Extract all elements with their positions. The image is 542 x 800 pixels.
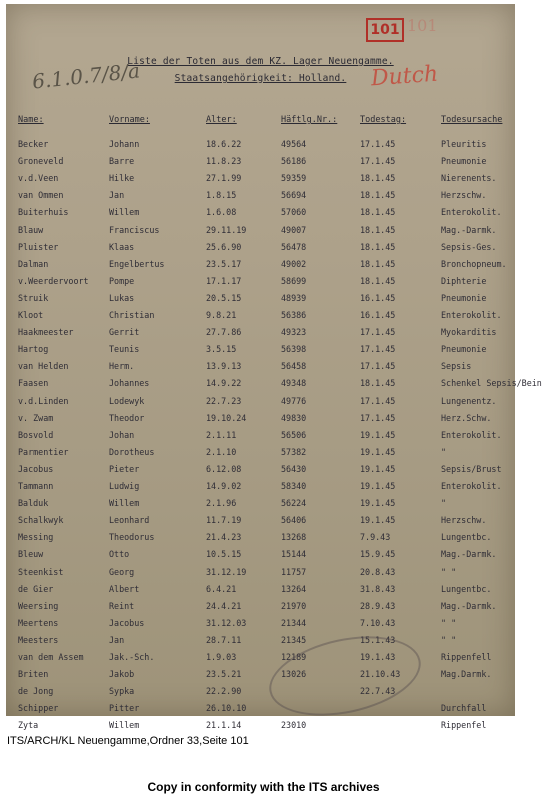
cell-vorname: Otto (109, 549, 130, 560)
cell-todestag: 18.1.45 (360, 224, 396, 235)
cell-name: Messing (18, 532, 54, 543)
table-row (6, 139, 515, 155)
cell-todestag: 17.1.45 (360, 344, 396, 355)
cell-todestag: 19.1.45 (360, 515, 396, 526)
cell-todestag: 19.1.45 (360, 481, 396, 491)
cell-haeftling-nr: 49830 (281, 412, 307, 423)
cell-todesursache: Lungentbc. (441, 583, 492, 594)
table-row (6, 567, 515, 583)
table-row (6, 584, 515, 600)
cell-name: Balduk (18, 498, 49, 509)
cell-todestag: 19.1.45 (360, 446, 396, 457)
cell-haeftling-nr: 57060 (281, 207, 307, 218)
header-name: Name: (18, 115, 44, 125)
cell-vorname: Pompe (109, 275, 135, 286)
cell-haeftling-nr: 56406 (281, 515, 307, 526)
cell-name: v.d.Linden (18, 395, 69, 406)
cell-vorname: Dorotheus (109, 446, 155, 457)
table-row (6, 720, 515, 736)
header-todesursache: Todesursache (441, 115, 503, 125)
cell-name: Briten (18, 669, 49, 680)
cell-alter: 14.9.22 (206, 378, 242, 389)
cell-name: Tammann (18, 481, 54, 491)
cell-alter: 22.2.90 (206, 686, 242, 697)
cell-name: Hartog (18, 344, 49, 355)
cell-alter: 1.8.15 (206, 190, 237, 201)
cell-todesursache: " (441, 498, 447, 509)
cell-alter: 22.7.23 (206, 395, 242, 406)
cell-todesursache: Pneumonie (441, 156, 487, 167)
cell-name: van Ommen (18, 190, 64, 201)
cell-haeftling-nr: 56398 (281, 344, 307, 355)
cell-todestag: 15.9.45 (360, 549, 396, 560)
cell-todesursache: Enterokolit. (441, 429, 502, 440)
table-row (6, 515, 515, 531)
cell-name: v.Weerdervoort (18, 275, 89, 286)
cell-haeftling-nr: 56386 (281, 310, 307, 320)
cell-alter: 29.11.19 (206, 224, 247, 235)
cell-vorname: Theodorus (109, 532, 155, 543)
table-row (6, 276, 515, 292)
cell-todesursache: Mag.-Darmk. (441, 224, 497, 235)
cell-alter: 31.12.03 (206, 617, 247, 628)
cell-alter: 17.1.17 (206, 275, 242, 286)
table-row (6, 430, 515, 446)
cell-name: Dalman (18, 258, 49, 269)
table-row (6, 464, 515, 480)
cell-vorname: Johannes (109, 378, 150, 389)
cell-todestag: 18.1.45 (360, 241, 396, 252)
cell-name: Meesters (18, 634, 59, 645)
cell-alter: 23.5.21 (206, 669, 242, 680)
cell-alter: 6.12.08 (206, 463, 242, 474)
cell-vorname: Lodewyk (109, 395, 145, 406)
cell-todesursache: Bronchopneum. (441, 258, 507, 269)
cell-todesursache: " (441, 446, 447, 457)
table-row (6, 293, 515, 309)
cell-vorname: Willem (109, 498, 140, 509)
cell-haeftling-nr: 57382 (281, 446, 307, 457)
cell-todestag: 31.8.43 (360, 583, 396, 594)
table-header (6, 115, 515, 129)
cell-vorname: Theodor (109, 412, 145, 423)
cell-todesursache: " " (441, 617, 457, 628)
cell-todesursache: Schenkel Sepsis/Bein (441, 378, 542, 389)
cell-todesursache: " " (441, 566, 457, 577)
cell-vorname: Lukas (109, 292, 135, 303)
document-subtitle: Staatsangehörigkeit: Holland. (174, 73, 347, 84)
cell-name: Bleuw (18, 549, 44, 560)
table-row (6, 549, 515, 565)
header-haeftling-nr: Häftlg.Nr.: (281, 115, 338, 125)
table-row (6, 669, 515, 685)
cell-alter: 2.1.11 (206, 429, 237, 440)
cell-alter: 11.8.23 (206, 156, 242, 167)
handwritten-annotation-right: Dutch (370, 61, 439, 92)
table-row (6, 173, 515, 189)
table-row (6, 447, 515, 463)
cell-vorname: Ludwig (109, 481, 140, 491)
cell-haeftling-nr: 21344 (281, 617, 307, 628)
cell-name: Pluister (18, 241, 59, 252)
cell-todestag: 19.1.45 (360, 463, 396, 474)
cell-todesursache: Herz.Schw. (441, 412, 492, 423)
cell-haeftling-nr: 49002 (281, 258, 307, 269)
cell-todesursache: Enterokolit. (441, 481, 502, 491)
cell-alter: 2.1.10 (206, 446, 237, 457)
cell-haeftling-nr: 11757 (281, 566, 307, 577)
header-alter: Alter: (206, 115, 237, 125)
cell-vorname: Herm. (109, 361, 135, 372)
cell-todestag: 17.1.45 (360, 139, 396, 149)
cell-alter: 28.7.11 (206, 634, 242, 645)
cell-alter: 6.4.21 (206, 583, 237, 594)
cell-vorname: Jan (109, 634, 125, 645)
cell-haeftling-nr: 56458 (281, 361, 307, 372)
cell-todestag: 17.1.45 (360, 412, 396, 423)
cell-alter: 10.5.15 (206, 549, 242, 560)
table-row (6, 156, 515, 172)
cell-haeftling-nr: 13026 (281, 669, 307, 680)
cell-vorname: Engelbertus (109, 258, 165, 269)
cell-todesursache: Enterokolit. (441, 310, 502, 320)
cell-name: Faasen (18, 378, 49, 389)
cell-todestag: 19.1.43 (360, 652, 396, 662)
cell-vorname: Jan (109, 190, 125, 201)
cell-alter: 24.4.21 (206, 600, 242, 611)
cell-haeftling-nr: 48939 (281, 292, 307, 303)
cell-haeftling-nr: 56506 (281, 429, 307, 440)
cell-alter: 18.6.22 (206, 139, 242, 149)
cell-haeftling-nr: 23010 (281, 720, 307, 731)
cell-name: v. Zwam (18, 412, 54, 423)
cell-todesursache: Pneumonie (441, 292, 487, 303)
cell-vorname: Teunis (109, 344, 140, 355)
table-row (6, 361, 515, 377)
cell-todestag: 16.1.45 (360, 292, 396, 303)
cell-name: Struik (18, 292, 49, 303)
cell-todestag: 20.8.43 (360, 566, 396, 577)
cell-name: Steenkist (18, 566, 64, 577)
cell-todestag: 7.10.43 (360, 617, 396, 628)
cell-todesursache: Herzschw. (441, 515, 487, 526)
cell-vorname: Pitter (109, 703, 140, 714)
cell-haeftling-nr: 56430 (281, 463, 307, 474)
cell-todesursache: Sepsis-Ges. (441, 241, 497, 252)
cell-alter: 23.5.17 (206, 258, 242, 269)
cell-alter: 3.5.15 (206, 344, 237, 355)
cell-todesursache: Rippenfel (441, 720, 487, 731)
table-row (6, 225, 515, 241)
cell-alter: 20.5.15 (206, 292, 242, 303)
cell-todesursache: Sepsis/Brust (441, 463, 502, 474)
handwritten-annotation-left: 6.1.0.7/8/a (31, 58, 142, 94)
cell-vorname: Willem (109, 207, 140, 218)
table-row (6, 396, 515, 412)
cell-todesursache: Myokarditis (441, 327, 497, 338)
cell-alter: 31.12.19 (206, 566, 247, 577)
cell-name: Buiterhuis (18, 207, 69, 218)
cell-alter: 1.6.08 (206, 207, 237, 218)
cell-todesursache: Rippenfell (441, 652, 492, 662)
cell-vorname: Pieter (109, 463, 140, 474)
document-title: Liste der Toten aus dem KZ. Lager Neuengamme. (127, 56, 394, 67)
cell-alter: 27.7.86 (206, 327, 242, 338)
cell-todestag: 17.1.45 (360, 395, 396, 406)
cell-haeftling-nr: 56186 (281, 156, 307, 167)
cell-alter: 13.9.13 (206, 361, 242, 372)
cell-alter: 19.10.24 (206, 412, 247, 423)
cell-todestag: 17.1.45 (360, 361, 396, 372)
table-row (6, 190, 515, 206)
cell-haeftling-nr: 13268 (281, 532, 307, 543)
cell-todestag: 18.1.45 (360, 275, 396, 286)
cell-vorname: Barre (109, 156, 135, 167)
cell-name: Haakmeester (18, 327, 74, 338)
cell-todesursache: Mag.-Darmk. (441, 549, 497, 560)
cell-haeftling-nr: 56694 (281, 190, 307, 201)
cell-todestag: 19.1.45 (360, 429, 396, 440)
cell-todestag: 18.1.45 (360, 207, 396, 218)
cell-haeftling-nr: 49348 (281, 378, 307, 389)
table-row (6, 344, 515, 360)
table-row (6, 259, 515, 275)
cell-haeftling-nr: 56478 (281, 241, 307, 252)
cell-haeftling-nr: 56224 (281, 498, 307, 509)
cell-haeftling-nr: 58340 (281, 481, 307, 491)
table-row (6, 413, 515, 429)
table-row (6, 686, 515, 702)
cell-todestag: 21.10.43 (360, 669, 401, 680)
header-vorname: Vorname: (109, 115, 150, 125)
table-row (6, 242, 515, 258)
cell-vorname: Jacobus (109, 617, 145, 628)
cell-todesursache: Sepsis (441, 361, 472, 372)
table-row (6, 532, 515, 548)
cell-name: v.d.Veen (18, 173, 59, 184)
cell-name: van dem Assem (18, 652, 84, 662)
cell-name: Kloot (18, 310, 44, 320)
cell-haeftling-nr: 21970 (281, 600, 307, 611)
archive-stamp: 101 (366, 18, 404, 42)
table-row (6, 498, 515, 514)
cell-name: van Helden (18, 361, 69, 372)
cell-vorname: Willem (109, 720, 140, 731)
cell-todestag: 17.1.45 (360, 327, 396, 338)
cell-name: Becker (18, 139, 49, 149)
cell-haeftling-nr: 59359 (281, 173, 307, 184)
cell-todesursache: Pleuritis (441, 139, 487, 149)
cell-haeftling-nr: 13264 (281, 583, 307, 594)
cell-todesursache: Durchfall (441, 703, 487, 714)
cell-todesursache: Nierenents. (441, 173, 497, 184)
cell-vorname: Franciscus (109, 224, 160, 235)
cell-alter: 14.9.02 (206, 481, 242, 491)
cell-haeftling-nr: 49776 (281, 395, 307, 406)
cell-alter: 9.8.21 (206, 310, 237, 320)
table-row (6, 481, 515, 497)
cell-name: Blauw (18, 224, 44, 235)
stamp-number: 101 (407, 16, 438, 35)
cell-todestag: 22.7.43 (360, 686, 396, 697)
cell-todestag: 15.1.43 (360, 634, 396, 645)
cell-vorname: Christian (109, 310, 155, 320)
table-row (6, 703, 515, 719)
cell-vorname: Johann (109, 139, 140, 149)
cell-todestag: 16.1.45 (360, 310, 396, 320)
cell-todesursache: Diphterie (441, 275, 487, 286)
cell-name: Parmentier (18, 446, 69, 457)
cell-alter: 26.10.10 (206, 703, 247, 714)
cell-haeftling-nr: 49323 (281, 327, 307, 338)
table-row (6, 652, 515, 668)
cell-name: Meertens (18, 617, 59, 628)
cell-haeftling-nr: 15144 (281, 549, 307, 560)
table-row (6, 378, 542, 394)
cell-todesursache: Enterokolit. (441, 207, 502, 218)
cell-todestag: 28.9.43 (360, 600, 396, 611)
archive-reference: ITS/ARCH/KL Neuengamme,Ordner 33,Seite 101 (7, 735, 249, 747)
cell-name: Jacobus (18, 463, 54, 474)
cell-name: Schalkwyk (18, 515, 64, 526)
table-row (6, 310, 515, 326)
cell-haeftling-nr: 21345 (281, 634, 307, 645)
cell-todestag: 18.1.45 (360, 378, 396, 389)
cell-name: de Jong (18, 686, 54, 697)
cell-todesursache: Herzschw. (441, 190, 487, 201)
cell-alter: 25.6.90 (206, 241, 242, 252)
cell-vorname: Jak.-Sch. (109, 652, 155, 662)
table-row (6, 207, 515, 223)
table-row (6, 327, 515, 343)
cell-todesursache: " " (441, 634, 457, 645)
cell-todesursache: Lungenentz. (441, 395, 497, 406)
cell-haeftling-nr: 58699 (281, 275, 307, 286)
cell-name: Weersing (18, 600, 59, 611)
cell-alter: 21.4.23 (206, 532, 242, 543)
cell-vorname: Reint (109, 600, 135, 611)
cell-todesursache: Mag.-Darmk. (441, 600, 497, 611)
cell-alter: 27.1.99 (206, 173, 242, 184)
cell-todesursache: Mag.Darmk. (441, 669, 492, 680)
cell-vorname: Jakob (109, 669, 135, 680)
conformity-note: Copy in conformity with the ITS archives (147, 780, 380, 794)
cell-alter: 11.7.19 (206, 515, 242, 526)
cell-vorname: Johan (109, 429, 135, 440)
cell-todesursache: Lungentbc. (441, 532, 492, 543)
header-todestag: Todestag: (360, 115, 407, 125)
cell-name: Groneveld (18, 156, 64, 167)
cell-alter: 2.1.96 (206, 498, 237, 509)
cell-alter: 1.9.03 (206, 652, 237, 662)
cell-vorname: Gerrit (109, 327, 140, 338)
cell-vorname: Hilke (109, 173, 135, 184)
cell-name: Bosvold (18, 429, 54, 440)
cell-name: de Gier (18, 583, 54, 594)
cell-haeftling-nr: 49564 (281, 139, 307, 149)
cell-todestag: 18.1.45 (360, 190, 396, 201)
table-row (6, 601, 515, 617)
table-row (6, 635, 515, 651)
table-row (6, 618, 515, 634)
cell-name: Schipper (18, 703, 59, 714)
cell-haeftling-nr: 49007 (281, 224, 307, 235)
scanned-document (6, 4, 542, 731)
cell-vorname: Leonhard (109, 515, 150, 526)
cell-vorname: Albert (109, 583, 140, 594)
cell-todestag: 7.9.43 (360, 532, 391, 543)
cell-vorname: Sypka (109, 686, 135, 697)
cell-todestag: 19.1.45 (360, 498, 396, 509)
cell-todestag: 17.1.45 (360, 156, 396, 167)
cell-vorname: Georg (109, 566, 135, 577)
cell-alter: 21.1.14 (206, 720, 242, 731)
cell-vorname: Klaas (109, 241, 135, 252)
cell-todestag: 18.1.45 (360, 258, 396, 269)
cell-haeftling-nr: 12189 (281, 652, 307, 662)
cell-todesursache: Pneumonie (441, 344, 487, 355)
cell-name: Zyta (18, 720, 39, 731)
cell-todestag: 18.1.45 (360, 173, 396, 184)
